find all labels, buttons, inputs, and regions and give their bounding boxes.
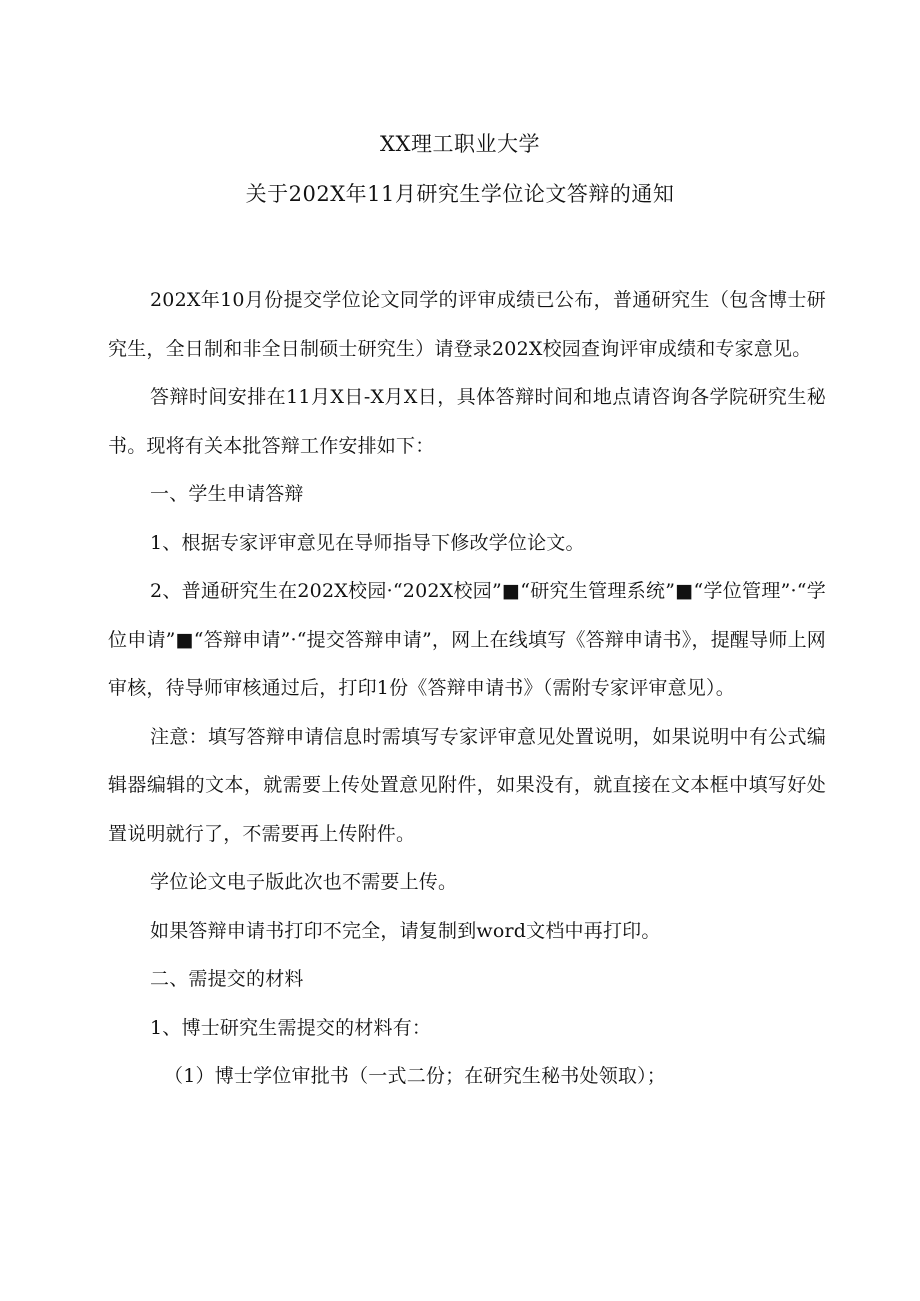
document-body bbox=[108, 276, 826, 1101]
paragraph-electronic-version: 学位论文电子版此次也不需要上传。 bbox=[150, 871, 458, 893]
list-item-phd-materials: 1、博士研究生需提交的材料有： bbox=[150, 1016, 432, 1039]
section-heading-materials: 二、需提交的材料 bbox=[150, 968, 304, 990]
paragraph-review-results: 202X年10月份提交学位论文同学的评审成绩已公布，普通研究生（包含博士研究生，全日制和非全日制硕士研究生）请登录202X校园查询评审成绩和专家意见。 bbox=[108, 289, 826, 360]
paragraph-print-tip: 如果答辩申请书打印不完全，请复制到word文档中再打印。 bbox=[150, 919, 661, 942]
section-heading-apply: 一、学生申请答辩 bbox=[150, 483, 304, 505]
paragraph-defense-schedule: 答辩时间安排在11月X日-X月X日，具体答辩时间和地点请咨询各学院研究生秘书。现将有关本批答辩工作安排如下： bbox=[108, 386, 826, 457]
paragraph-note: 注意：填写答辩申请信息时需填写专家评审意见处置说明，如果说明中有公式编辑器编辑的文本，就需要上传处置意见附件，如果没有，就直接在文本框中填写好处置说明就行了，不需要再上传附件。 bbox=[108, 725, 826, 845]
document-title-institution: XX理工职业大学 bbox=[380, 132, 540, 156]
list-item-revise-thesis: 1、根据专家评审意见在导师指导下修改学位论文。 bbox=[150, 531, 585, 554]
list-item-online-application: 2、普通研究生在202X校园·“202X校园”■“研究生管理系统”■“学位管理”·“学位申请”■“答辩申请”·“提交答辩申请”，网上在线填写《答辩申请书》，提醒导师上网审核，待导师审核通过后，打印1份《答辩申请书》（需附专家评审意见）。 bbox=[108, 580, 826, 699]
list-item-phd-approval-form: （1）博士学位审批书（一式二份；在研究生秘书处领取）； bbox=[164, 1065, 666, 1087]
document-title-notice: 关于202X年11月研究生学位论文答辩的通知 bbox=[245, 182, 675, 206]
